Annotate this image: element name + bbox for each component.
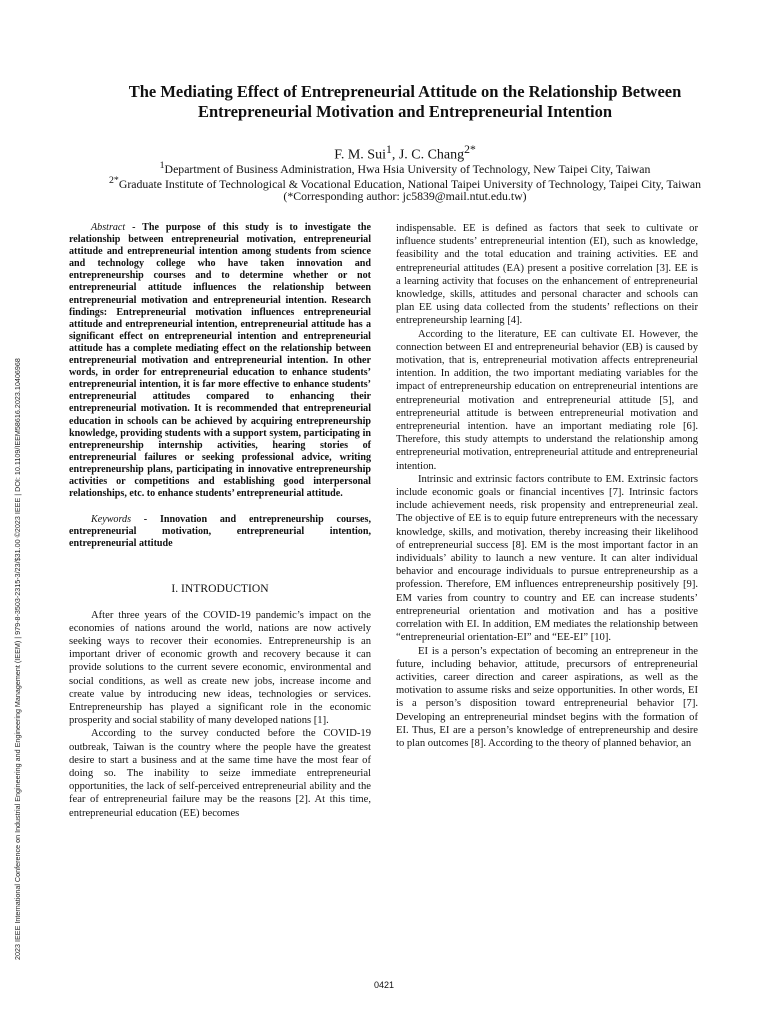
page-number: 0421 bbox=[373, 980, 395, 990]
paper-title: The Mediating Effect of Entrepreneurial Attitude on the Relationship Between Entrepreneurial Motivation and Entrepreneurial Intention bbox=[128, 82, 682, 121]
conference-doi-text: 2023 IEEE International Conference on Industrial Engineering and Engineering Management (IEEM) | 979-8-3503-2315-3/23/$31.00 ©2023 IEEE | DOI: 10.1109/IEEM58616.2023.10406968 bbox=[13, 358, 22, 960]
affiliation-1-text: Department of Business Administration, Hwa Hsia University of Technology, New Taipei City, Taiwan bbox=[164, 161, 651, 176]
section-heading-introduction: I. INTRODUCTION bbox=[171, 582, 269, 596]
body-paragraph: EI is a person’s expectation of becoming an entrepreneur in the future, including behavior, attitude, precursors of entrepreneurial activities, career direction and career aspirations, as well as the motivation to assume risks and seize opportunities. In other words, EI is a person’s disposition toward entrepreneurial behavior [7]. Developing an entrepreneurial mindset begins with the formation of EI. Thus, EI are a person’s knowledge of entrepreneurship and desire to plan outcomes [8]. According to the theory of planned behavior, an bbox=[396, 645, 698, 749]
author-separator: , bbox=[391, 147, 399, 163]
body-paragraph: After three years of the COVID-19 pandemic’s impact on the economies of nations around the world, nations are now actively seeking ways to recover their economies. Entrepreneurship is an important driver of economic growth and recovery because it can provide solutions to the current severe economic, environmental and social conditions, as well as create new jobs, increase income and create value by introducing new ideas, technologies or services. Entrepreneurship has played a significant role in the economic prosperity and social stability of many developed nations [1]. bbox=[69, 609, 371, 727]
right-column bbox=[396, 222, 698, 750]
keywords-label: Keywords bbox=[91, 514, 132, 526]
body-paragraph: Intrinsic and extrinsic factors contribute to EM. Extrinsic factors include economic goals or financial incentives [7]. Intrinsic factors include achievement needs, risk propensity and entrepreneurial zeal. The objective of EE is to equip future entrepreneurs with the necessary knowledge, skills, and motivation, thereby increasing their likelihood of entrepreneurial success [8]. EM is the most important factor in an individuals’ ability to launch a new venture. It can alter individual behavior and encourage individuals to pursue entrepreneurship as a profession. Therefore, EM influences entrepreneurship positively [9]. EM varies from country to country and EE can increase students’ entrepreneurial orientation and motivation and has a positive correlation with EI. In addition, EM mediates the relationship between “entrepreneurial orientation-EI” and “EE-EI” [10]. bbox=[396, 473, 698, 644]
author-2-affiliation-mark: 2* bbox=[464, 143, 476, 156]
left-column bbox=[69, 222, 371, 820]
author-1: F. M. Sui bbox=[334, 147, 386, 163]
corresponding-author: (*Corresponding author: jc5839@mail.ntut.edu.tw) bbox=[283, 189, 527, 203]
body-paragraph: According to the survey conducted before the COVID-19 outbreak, Taiwan is the country where the people have the greatest desire to start a business and at the same time have the most fear of doing so. The inability to seize immediate entrepreneurial opportunities, the lack of self-perceived entrepreneurial ability and the fear of entrepreneurial failure may be the reasons [2]. At this time, entrepreneurial education (EE) becomes bbox=[69, 728, 371, 819]
abstract-text: - The purpose of this study is to investigate the relationship between entrepreneurial motivation, entrepreneurial attitude and entrepreneurial intention among students from science and technology college who have taken innovation and entrepreneurship courses and to determine whether or not entrepreneurial attitude influences the relationship between entrepreneurial motivation and entrepreneurial intention. Research findings: Entrepreneurial motivation influences entrepreneurial attitude and entrepreneurial intention, entrepreneurial attitude has a significant effect on entrepreneurial intention and entrepreneurial attitude has a complete mediating effect on the relationship between entrepreneurial motivation and entrepreneurial intention. In other words, in order for entrepreneurial education to enhance students’ entrepreneurial intention, it is far more effective to enhance students’ entrepreneurial attitudes compared to enhancing their entrepreneurial motivation. It is recommended that entrepreneurial education in schools can be achieved by acquiring entrepreneurship knowledge, providing students with a support system, participating in entrepreneurship internship activities, hearing stories of entrepreneurial failures or seeking professional advice, writing entrepreneurship plans, participating in innovative entrepreneurship activities or competitions and establishing good interpersonal relationships, etc. to enhance students’ entrepreneurial attitude. bbox=[69, 222, 371, 500]
abstract-label: Abstract bbox=[91, 222, 126, 233]
affiliation-2-text: Graduate Institute of Technological & Vocational Education, National Taipei University of Technology, Taipei City, Taiwan bbox=[118, 176, 702, 191]
keywords-text: - Innovation and entrepreneurship courses, entrepreneurial motivation, entrepreneurial intention, entrepreneurial attitude bbox=[69, 514, 371, 550]
conference-sidebar bbox=[6, 60, 20, 960]
body-paragraph: indispensable. EE is defined as factors that seek to cultivate or influence students’ entrepreneurial intention (EI), such as knowledge, feasibility and the total education and training activities. EE and entrepreneurial attitudes (EA) present a positive correlation [3]. EE is a learning activity that focuses on the enhancement of entrepreneurial knowledge, skills, attitudes and personal character and schools can plan EE using data collected from the students’ reflections on their entrepreneurship learning [4]. bbox=[396, 223, 698, 327]
abstract bbox=[69, 222, 371, 500]
affiliation-1-mark: 1 bbox=[159, 160, 165, 171]
keywords bbox=[69, 514, 371, 550]
author-2: J. C. Chang bbox=[398, 147, 465, 163]
author-1-affiliation-mark: 1 bbox=[385, 143, 392, 156]
affiliation-2-mark: 2* bbox=[108, 175, 119, 186]
body-paragraph: According to the literature, EE can cultivate EI. However, the connection between EI and entrepreneurial behavior (EB) is caused by motivation, that is, entrepreneurial motivation affects entrepreneurial intention. In addition, the two important mediating variables for the impact of entrepreneurship education on entrepreneurial intentions are entrepreneurial motivation and entrepreneurial attitude [5], and entrepreneurial attitude is between entrepreneurial motivation and entrepreneurial intention. have an important mediating role [6]. Therefore, this study attempts to understand the relationship among entrepreneurial motivation, entrepreneurial attitude and entrepreneurial intention. bbox=[396, 328, 698, 472]
